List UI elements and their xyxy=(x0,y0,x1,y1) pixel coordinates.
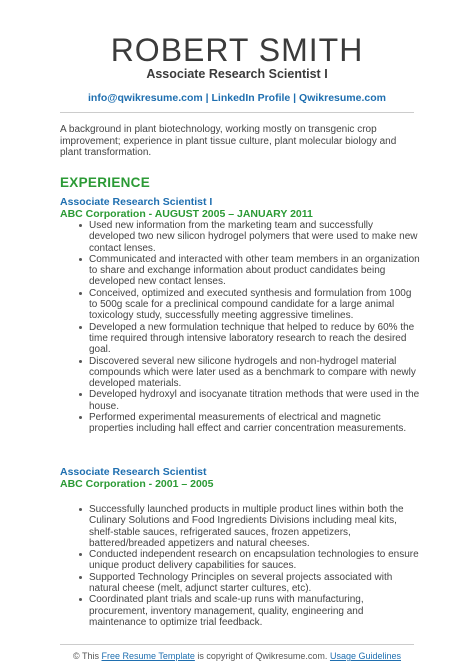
footer-copyright-text: is copyright of Qwikresume.com. xyxy=(197,651,328,661)
bullet-item: Conceived, optimized and executed synthesis and formulation from 100g to 500g scale for a preclinical compound candidate for a large animal toxicology study, successfully meeting aggressive timelines. xyxy=(89,288,420,322)
website-link[interactable]: Qwikresume.com xyxy=(299,92,386,104)
email-link[interactable]: info@qwikresume.com xyxy=(88,92,203,104)
company-name: ABC Corporation xyxy=(60,208,146,220)
bullet-item: Communicated and interacted with other team members in an organization to share and exchange information about product candidates being developed new contact lenses. xyxy=(89,253,420,288)
footer-copyright-prefix: © This xyxy=(73,651,99,661)
bullet-item: Supported Technology Principles on several projects associated with natural cheese (melt, adjunct starter cultures, etc). xyxy=(89,572,420,595)
footer-copyright xyxy=(0,651,474,661)
bullet-item: Developed a new formulation technique that helped to reduce by 60% the time required through intensive laboratory research to reach the desired goal. xyxy=(89,322,420,356)
meta-dash: - xyxy=(145,478,156,490)
bullet-item: Successfully launched products in multiple product lines within both the Culinary Solutions and Food Ingredients Divisions including meal kits, shelf-stable sauces, refrigerated sauces, frozen appetizers, battered/breaded appetizers and natural cheeses. xyxy=(89,504,420,549)
bullet-item: Conducted independent research on encapsulation technologies to ensure unique product delivery capabilities for sauces. xyxy=(89,549,419,572)
job-entry xyxy=(60,196,420,435)
contact-line xyxy=(0,92,474,104)
usage-guidelines-link[interactable]: Usage Guidelines xyxy=(329,651,401,661)
bullet-item: Used new information from the marketing team and successfully developed two new silicon hydrogel polymers that were used to make new contact lenses. xyxy=(89,220,420,254)
job-entry xyxy=(60,466,420,628)
footer-divider xyxy=(60,644,414,645)
job-bullets xyxy=(60,220,420,435)
job-dates: AUGUST 2005 – JANUARY 2011 xyxy=(154,208,313,220)
job-title: Associate Research Scientist xyxy=(60,466,207,478)
candidate-name: ROBERT SMITH xyxy=(110,32,364,68)
summary-paragraph: A background in plant biotechnology, working mostly on transgenic crop improvement; experience in plant tissue culture, plant molecular biology and plant transformation. xyxy=(60,124,397,158)
candidate-title: Associate Research Scientist I xyxy=(146,67,328,81)
job-meta xyxy=(60,208,420,220)
job-meta xyxy=(60,478,420,490)
contact-separator: | xyxy=(202,92,212,104)
contact-separator: | xyxy=(290,92,300,104)
company-name: ABC Corporation xyxy=(60,478,146,490)
free-resume-template-link[interactable]: Free Resume Template xyxy=(101,651,195,661)
experience-heading: EXPERIENCE xyxy=(60,175,151,190)
header-divider xyxy=(60,112,414,113)
linkedin-link[interactable]: LinkedIn Profile xyxy=(211,92,291,104)
meta-dash: - xyxy=(145,208,155,220)
job-title: Associate Research Scientist I xyxy=(60,196,213,208)
job-dates: 2001 – 2005 xyxy=(155,478,214,490)
bullet-item: Developed hydroxyl and isocyanate titration methods that were used in the house. xyxy=(89,389,420,412)
job-bullets xyxy=(60,504,420,628)
bullet-item: Performed experimental measurements of electrical and magnetic properties including hall effect and carrier concentration measurements. xyxy=(89,412,420,435)
bullet-item: Coordinated plant trials and scale-up runs with manufacturing, procurement, inventory management, quality, engineering and maintenance to optimize trial feedback. xyxy=(89,594,420,628)
bullet-item: Discovered several new silicone hydrogels and non-hydrogel material compounds which were later used as a benchmark to compare with newly developed materials. xyxy=(89,356,420,390)
